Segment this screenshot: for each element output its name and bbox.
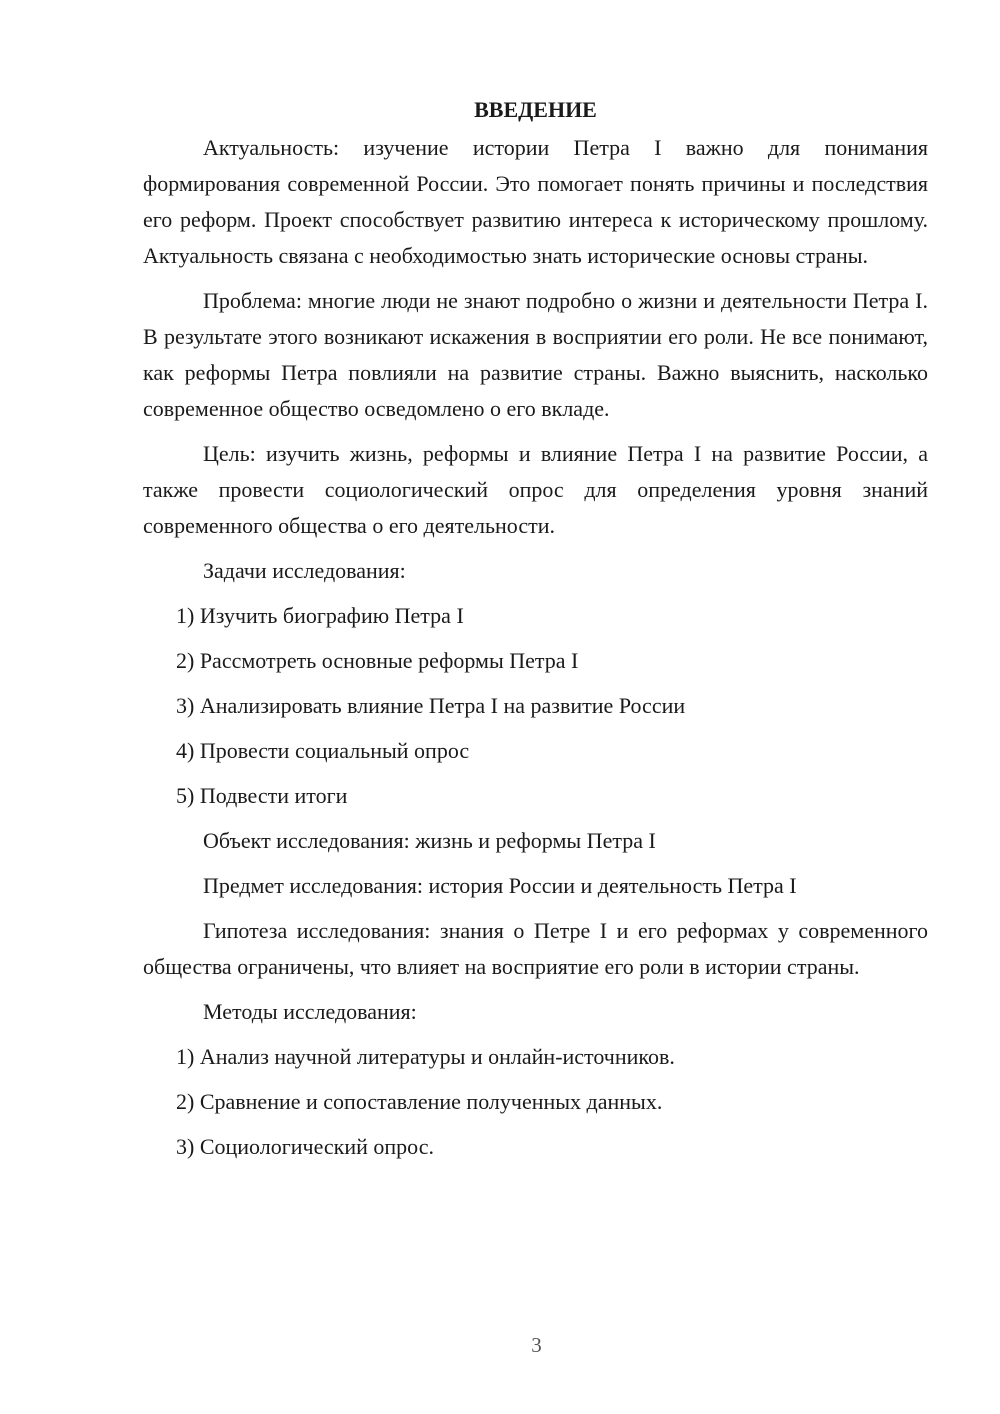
task-item: 4) Провести социальный опрос xyxy=(176,738,470,763)
methods-list xyxy=(143,1039,928,1165)
hypothesis-paragraph: Гипотеза исследования: знания о Петре I и его реформах у современного общества ограничены, что влияет на восприятие его роли в истории страны. xyxy=(143,918,928,979)
task-item: 2) Рассмотреть основные реформы Петра I xyxy=(176,648,579,673)
method-item: 2) Сравнение и сопоставление полученных данных. xyxy=(176,1089,663,1114)
research-subject: Предмет исследования: история России и деятельность Петра I xyxy=(203,873,797,898)
problem-paragraph: Проблема: многие люди не знают подробно о жизни и деятельности Петра I. В результате этого возникают искажения в восприятии его роли. Не все понимают, как реформы Петра повлияли на развитие страны. Важно выяснить, насколько современное общество осведомлено о его вкладе. xyxy=(143,288,928,421)
method-item: 1) Анализ научной литературы и онлайн-источников. xyxy=(176,1044,675,1069)
page-number: 3 xyxy=(531,1333,542,1357)
tasks-title: Задачи исследования: xyxy=(203,558,406,583)
tasks-list xyxy=(143,598,928,814)
relevance-paragraph: Актуальность: изучение истории Петра I важно для понимания формирования современной России. Это помогает понять причины и последствия его реформ. Проект способствует развитию интереса к историческому прошлому. Актуальность связана с необходимостью знать исторические основы страны. xyxy=(143,135,928,268)
task-item: 5) Подвести итоги xyxy=(176,783,348,808)
goal-paragraph: Цель: изучить жизнь, реформы и влияние Петра I на развитие России, а также провести социологический опрос для определения уровня знаний современного общества о его деятельности. xyxy=(143,441,928,538)
research-object: Объект исследования: жизнь и реформы Петра I xyxy=(203,828,656,853)
task-item: 3) Анализировать влияние Петра I на развитие России xyxy=(176,693,686,718)
document-page xyxy=(143,92,928,1174)
method-item: 3) Социологический опрос. xyxy=(176,1134,434,1159)
task-item: 1) Изучить биографию Петра I xyxy=(176,603,464,628)
methods-title: Методы исследования: xyxy=(203,999,417,1024)
section-heading: ВВЕДЕНИЕ xyxy=(474,97,597,122)
